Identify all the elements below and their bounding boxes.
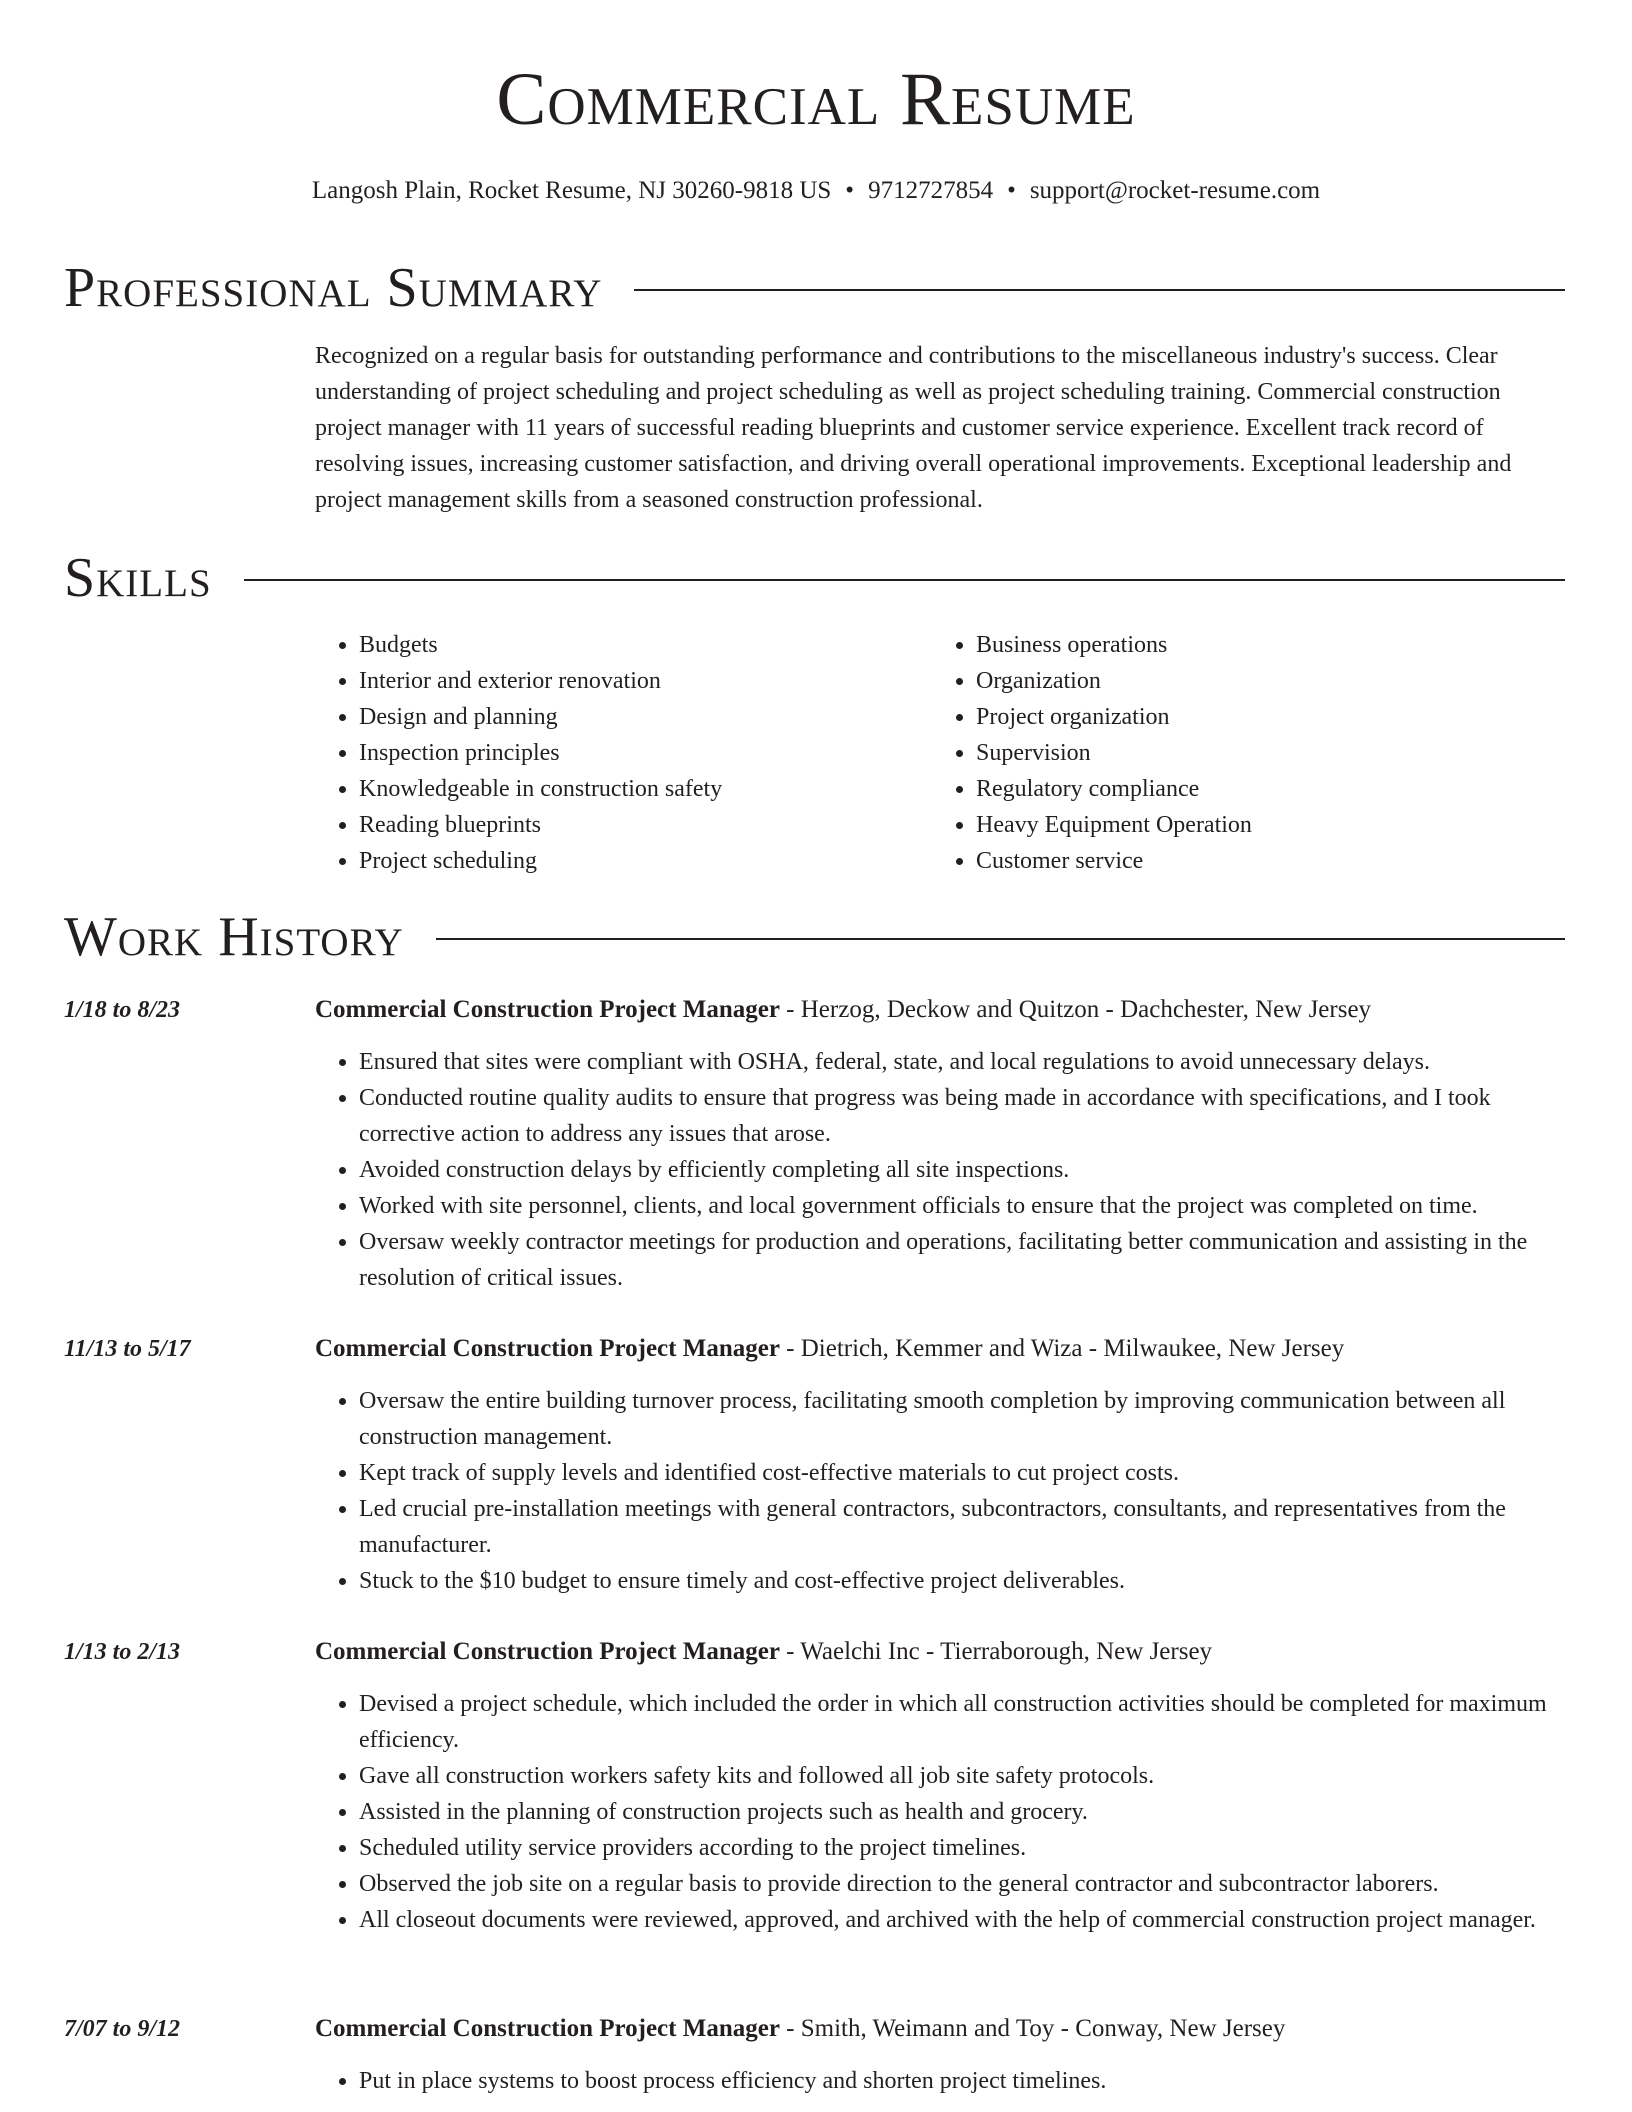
skills-list-left <box>315 627 875 879</box>
job-duties <box>315 1383 1565 1599</box>
duties-list <box>315 1044 1565 1296</box>
contact-email[interactable]: support@rocket-resume.com <box>1029 177 1321 204</box>
job-heading <box>315 992 1565 1028</box>
duty-item: • Kept track of supply levels and identified cost-effective materials to cut project costs. <box>359 1455 1565 1491</box>
skill-item: • Inspection principles <box>359 735 875 771</box>
duty-item: • Led crucial pre-installation meetings with general contractors, subcontractors, consultants, and representatives from the manufacturer. <box>359 1491 1565 1563</box>
skill-item: • Heavy Equipment Operation <box>976 807 1492 843</box>
duty-item: • Put in place systems to boost process efficiency and shorten project timelines. <box>359 2063 1565 2099</box>
duty-item: • Gave all construction workers safety kits and followed all job site safety protocols. <box>359 1758 1565 1794</box>
contact-address: Langosh Plain, Rocket Resume, NJ 30260-9818 US <box>311 177 832 204</box>
skill-item: • Regulatory compliance <box>976 771 1492 807</box>
duty-item: • Oversaw the entire building turnover process, facilitating smooth completion by improving communication between all construction management. <box>359 1383 1565 1455</box>
job-role: Commercial Construction Project Manager <box>315 996 780 1023</box>
duty-item: • Conducted routine quality audits to ensure that progress was being made in accordance with specifications, and I took corrective action to address any issues that arose. <box>359 1080 1565 1152</box>
summary-text: Recognized on a regular basis for outstanding performance and contributions to the miscellaneous industry's success. Clear understanding of project scheduling and project scheduling as well as project scheduling training. Commercial construction project manager with 11 years of successful reading blueprints and customer service experience. Excellent track record of resolving issues, increasing customer satisfaction, and driving overall operational improvements. Exceptional leadership and project management skills from a seasoned construction professional. <box>315 343 1512 513</box>
skill-item: • Budgets <box>359 627 875 663</box>
skills-column-left <box>315 627 875 879</box>
skill-item: • Business operations <box>976 627 1492 663</box>
job-role: Commercial Construction Project Manager <box>315 1335 780 1362</box>
duties-list <box>315 1383 1565 1599</box>
skill-item: • Project scheduling <box>359 843 875 879</box>
job-details: - Herzog, Deckow and Quitzon - Dachchester, New Jersey <box>779 996 1372 1023</box>
skill-item: • Customer service <box>976 843 1492 879</box>
section-divider <box>244 579 1565 581</box>
duty-item: • Ensured that sites were compliant with OSHA, federal, state, and local regulations to avoid unnecessary delays. <box>359 1044 1565 1080</box>
section-divider <box>436 938 1565 940</box>
duty-item: • Assisted in the planning of construction projects such as health and grocery. <box>359 1794 1565 1830</box>
job-dates: 7/07 to 9/12 <box>64 2016 181 2042</box>
duty-item: • Stuck to the $10 budget to ensure timely and cost-effective project deliverables. <box>359 1563 1565 1599</box>
resume-title: Commercial Resume <box>496 58 1136 141</box>
skill-item: • Interior and exterior renovation <box>359 663 875 699</box>
job-dates: 11/13 to 5/17 <box>64 1336 191 1362</box>
duties-list <box>315 1686 1565 1938</box>
job-duties <box>315 1686 1565 1938</box>
skill-item: • Organization <box>976 663 1492 699</box>
duty-item: • Avoided construction delays by efficiently completing all site inspections. <box>359 1152 1565 1188</box>
skill-item: • Project organization <box>976 699 1492 735</box>
job-details: - Smith, Weimann and Toy - Conway, New Jersey <box>779 2015 1286 2042</box>
duty-item: • All closeout documents were reviewed, approved, and archived with the help of commercial construction project manager. <box>359 1902 1565 1938</box>
work-section-title: Work History <box>64 906 404 968</box>
summary-section-title: Professional Summary <box>64 257 603 319</box>
duty-item: • Worked with site personnel, clients, and local government officials to ensure that the project was completed on time. <box>359 1188 1565 1224</box>
duty-item: • Observed the job site on a regular basis to provide direction to the general contractor and subcontractor laborers. <box>359 1866 1565 1902</box>
duty-item: • Oversaw weekly contractor meetings for production and operations, facilitating better communication and assisting in the resolution of critical issues. <box>359 1224 1565 1296</box>
job-duties <box>315 2063 1565 2099</box>
skill-item: • Reading blueprints <box>359 807 875 843</box>
duty-item: • Devised a project schedule, which included the order in which all construction activities should be completed for maximum efficiency. <box>359 1686 1565 1758</box>
job-details: - Dietrich, Kemmer and Wiza - Milwaukee, New Jersey <box>779 1335 1345 1362</box>
job-dates: 1/18 to 8/23 <box>64 997 181 1023</box>
job-dates: 1/13 to 2/13 <box>64 1639 181 1665</box>
contact-line <box>0 176 1632 206</box>
duties-list <box>315 2063 1565 2099</box>
job-role: Commercial Construction Project Manager <box>315 1638 780 1665</box>
skill-item: • Supervision <box>976 735 1492 771</box>
contact-separator: • <box>1007 177 1016 204</box>
skills-section-header <box>64 548 1565 608</box>
contact-phone: 9712727854 <box>868 177 994 204</box>
job-heading <box>315 1634 1565 1670</box>
job-details: - Waelchi Inc - Tierraborough, New Jersey <box>779 1638 1213 1665</box>
contact-separator: • <box>845 177 855 204</box>
skills-column-right <box>932 627 1492 879</box>
duty-item: • Scheduled utility service providers according to the project timelines. <box>359 1830 1565 1866</box>
job-role: Commercial Construction Project Manager <box>315 2015 780 2042</box>
job-duties <box>315 1044 1565 1296</box>
section-divider <box>634 289 1565 291</box>
summary-section-header <box>64 258 1565 318</box>
skills-list-right <box>932 627 1492 879</box>
skill-item: • Knowledgeable in construction safety <box>359 771 875 807</box>
job-heading <box>315 1331 1565 1367</box>
work-section-header <box>64 907 1565 967</box>
skill-item: • Design and planning <box>359 699 875 735</box>
job-heading <box>315 2011 1565 2047</box>
skills-section-title: Skills <box>64 547 212 609</box>
